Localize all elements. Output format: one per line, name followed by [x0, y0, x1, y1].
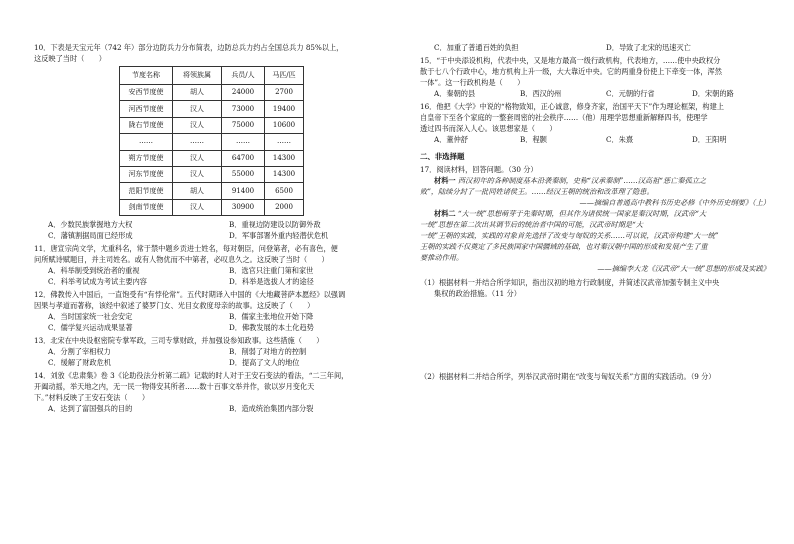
answer-space-1[interactable]	[420, 299, 770, 371]
table-header: 马匹/匹	[265, 67, 304, 85]
q11-stem-line2: 问所赋诗赋题目，并主司姓名。或有人物优而不中第者，必叹息久之。这反映了当时（ ）	[34, 255, 329, 265]
question-13	[34, 335, 402, 368]
material-one-text-2: 败”，陆续分封了一批同姓诸侯王。……经汉王朝的统治和改革理了隐患。	[420, 187, 654, 196]
question-11	[34, 243, 402, 287]
option-a[interactable]: A．分割了宰相权力	[48, 347, 111, 357]
table-cell: ……	[265, 134, 304, 150]
q11-options	[48, 265, 402, 287]
q14-stem-line3: 下。”材料反映了王安石变法（ ）	[34, 393, 150, 403]
question-12	[34, 289, 402, 333]
q14-options-ab	[48, 403, 402, 414]
option-d[interactable]: D．宋朝的路	[692, 89, 734, 98]
q14-stem-line1: 14．刘攽《忠肃集》卷 3《论助役法分析第二疏》记载的时人对于王安石变法的看法，“二三年间，	[34, 371, 349, 381]
option-c[interactable]: C．加重了普通百姓的负担	[434, 43, 519, 52]
table-cell: 10600	[265, 117, 304, 133]
material-two-text-5: 要推动作用。	[420, 253, 464, 262]
table-cell: 河西节度使	[120, 101, 173, 117]
q13-stem: 13．北宋在中央设枢密院专掌军政，三司专掌财政，并加强设参知政事。这些措施（ ）	[34, 336, 324, 346]
table-cell: 64700	[222, 150, 265, 166]
option-a[interactable]: A．董仲舒	[434, 135, 468, 144]
table-cell: 胡人	[173, 85, 222, 101]
option-a[interactable]: A．少数民族掌握地方大权	[48, 220, 133, 230]
table-header-row	[120, 67, 304, 85]
q14-options-cd	[434, 42, 770, 53]
q16-stem-line2: 自皇帝下至各个家庭的一整套周密的社会秩序……（他）用理学思想重新解释四书，使理学	[420, 113, 708, 122]
option-b[interactable]: B．削弱了对地方的控制	[229, 347, 307, 357]
table-row	[120, 183, 304, 199]
q13-options	[48, 346, 402, 368]
table-cell: 75000	[222, 117, 265, 133]
q14-stem-line2: 开阖动摇，举天地之内，无一民一物得安其所者……数十百事文举并作，欲以岁月变化天	[34, 382, 315, 392]
material-two-text-4: 王朝的实践不仅奠定了多民族国家中国疆域的基础，也对秦汉朝中国的形成和发展产生了重	[420, 242, 708, 251]
table-cell: 14300	[265, 150, 304, 166]
q16-options	[434, 134, 770, 145]
table-row	[120, 117, 304, 133]
table-cell: 朔方节度使	[120, 150, 173, 166]
table-header: 节度名称	[120, 67, 173, 85]
option-d[interactable]: D．王阳明	[692, 135, 727, 144]
question-10	[34, 42, 402, 241]
table-cell: 汉人	[173, 199, 222, 215]
table-row	[120, 166, 304, 182]
option-b[interactable]: B．西汉的州	[520, 89, 562, 98]
table-cell: 6500	[265, 183, 304, 199]
material-one-source: ——摘编自普通高中教科书历史必修《中外历史纲要》（上）	[579, 198, 770, 207]
q17-stem: 17．阅读材料，回答问题。（30 分）	[420, 165, 538, 174]
q16-stem-line3: 透过四书而深入人心。该思想家是（ ）	[420, 124, 557, 133]
q10-stem-line2: 这反映了当时（ ）	[34, 54, 106, 63]
material-two-text-3: 一统”王朝的实践，实践的对象首先选择了改变与匈奴的关系……可以说，汉武帝构建“大一统”	[420, 231, 719, 240]
q11-stem-line1: 11．唐宣宗尚文学，尤重科名，常于禁中题乡贡进士姓名，每对朝臣，问登第者，必有喜色，便	[34, 244, 338, 254]
option-c[interactable]: C．缓解了财政危机	[48, 358, 112, 368]
subquestion-1-line2: 集权的政治措施。（11 分）	[434, 289, 521, 298]
option-c[interactable]: C．藩镇割据局面已经形成	[48, 231, 133, 241]
table-cell: 河东节度使	[120, 166, 173, 182]
q15-stem-line2: 散于七八个行政中心，地方机构上升一级，大大靠近中央。它的两重身份使上下牵变一体，浑然	[420, 67, 722, 76]
option-b[interactable]: B．重视边防建设以防御外敌	[229, 220, 321, 230]
q10-stem-line1: 10．下表是天宝元年（742 年）部分边防兵力分布简表，边防总兵力约占全国总兵力 85%以上，	[34, 43, 344, 52]
option-d[interactable]: D．佛教发展的本土化趋势	[229, 323, 314, 333]
subquestion-2: （2）根据材料二并结合所学，列举汉武帝时期在“改变与匈奴关系”方面的实践活动。（9 分）	[420, 372, 716, 381]
question-14	[34, 370, 402, 414]
table-cell: ……	[120, 134, 173, 150]
table-cell: 73000	[222, 101, 265, 117]
table-cell: 陇右节度使	[120, 117, 173, 133]
option-a[interactable]: A．达到了富国强兵的目的	[48, 404, 133, 414]
material-one-text: 西汉初年的各种制度基本沿袭秦制，史称“汉承秦制”……汉高祖“惩亡秦孤立之	[457, 176, 707, 185]
table-cell: 胡人	[173, 183, 222, 199]
table-cell: 汉人	[173, 166, 222, 182]
table-cell: 91400	[222, 183, 265, 199]
material-two	[420, 208, 770, 219]
right-column	[420, 42, 770, 383]
subquestion-1: （1）根据材料一并结合所学知识，指出汉初的地方行政制度，并简述汉武帝加强专制主义中央	[420, 278, 720, 287]
table-cell: ……	[222, 134, 265, 150]
table-cell: 2700	[265, 85, 304, 101]
table-header: 兵员/人	[222, 67, 265, 85]
q12-stem-line2: 因果与孝道而著称，该经中叙述了婆罗门女、光目女救度母亲的故事。这反映了（ ）	[34, 301, 315, 311]
table-cell: 2000	[265, 199, 304, 215]
option-b[interactable]: B．程颢	[520, 135, 547, 144]
table-cell: 14300	[265, 166, 304, 182]
table-cell: 汉人	[173, 117, 222, 133]
question-17	[420, 164, 770, 382]
table-row	[120, 150, 304, 166]
material-two-label: 材料二	[434, 209, 456, 218]
table-row	[120, 101, 304, 117]
table-cell: 24000	[222, 85, 265, 101]
question-16	[420, 101, 770, 145]
option-c[interactable]: C．朱熹	[606, 135, 634, 144]
table-cell: ……	[173, 134, 222, 150]
option-b[interactable]: B．选官只注重门第和家世	[229, 266, 314, 276]
table-cell: 安西节度使	[120, 85, 173, 101]
table-row	[120, 199, 304, 215]
q15-stem-line1: 15．“于中央添设机构，代表中央，又是地方最高一级行政机构，代表地方，……使中央政权分	[420, 56, 721, 65]
table-row	[120, 134, 304, 150]
option-b[interactable]: B．造成统治集团内部分裂	[229, 404, 314, 414]
table-cell: 30900	[222, 199, 265, 215]
option-c[interactable]: C．科举考试成为考试主要内容	[48, 277, 147, 287]
table-header: 将领族属	[173, 67, 222, 85]
q16-stem-line1: 16．他把《大学》中说的“格物致知，正心诚意，修身齐家，治国平天下”作为理论框架，构建上	[420, 102, 724, 111]
table-cell: 汉人	[173, 101, 222, 117]
option-c[interactable]: C．儒学复兴运动成果显著	[48, 323, 133, 333]
option-d[interactable]: D．军事部署外重内轻潜伏危机	[229, 231, 329, 241]
table-row	[120, 85, 304, 101]
q12-stem-line1: 12．佛教传入中国后，一直饱受有“有悖伦常”。五代时期译入中国的《大地藏菩萨本愿经》以强调	[34, 290, 346, 300]
option-d[interactable]: D．科举是选拔人才的途径	[229, 277, 314, 287]
material-two-text-2: 一统”思想在第二次出其调节后的统治者中国的可能，汉武帝时期是“大	[420, 220, 643, 229]
question-15	[420, 55, 770, 99]
option-a[interactable]: A．当时国家统一社会安定	[48, 312, 133, 322]
table-cell: 55000	[222, 166, 265, 182]
material-two-text: “大一统”思想萌芽于先秦时期，但其作为诸侯统一国家是秦汉时期，汉武帝“大	[457, 209, 707, 218]
troop-table	[119, 66, 304, 216]
left-column	[34, 42, 402, 416]
option-c[interactable]: C．元朝的行省	[606, 89, 655, 98]
option-b[interactable]: B．儒家主张地位开始下降	[229, 312, 314, 322]
option-d[interactable]: D．导致了北宋的迅速灭亡	[606, 43, 691, 52]
q15-options	[434, 88, 770, 99]
q12-options	[48, 311, 402, 333]
material-one	[420, 175, 770, 186]
table-cell: 19400	[265, 101, 304, 117]
option-d[interactable]: D．提高了文人的地位	[229, 358, 300, 368]
q10-options	[48, 219, 402, 241]
material-two-source: ——摘编李大龙《汉武帝“大一统”思想的形成及实践》	[597, 264, 770, 273]
table-cell: 范阳节度使	[120, 183, 173, 199]
table-cell: 汉人	[173, 150, 222, 166]
option-a[interactable]: A．秦朝的县	[434, 89, 476, 98]
material-one-label: 材料一	[434, 176, 456, 185]
option-a[interactable]: A．科举制受到统治者的重视	[48, 266, 140, 276]
section-heading: 二、非选择题	[420, 152, 465, 161]
q15-stem-line3: 一体”。这一行政机构是（ ）	[420, 78, 525, 87]
table-cell: 剑南节度使	[120, 199, 173, 215]
